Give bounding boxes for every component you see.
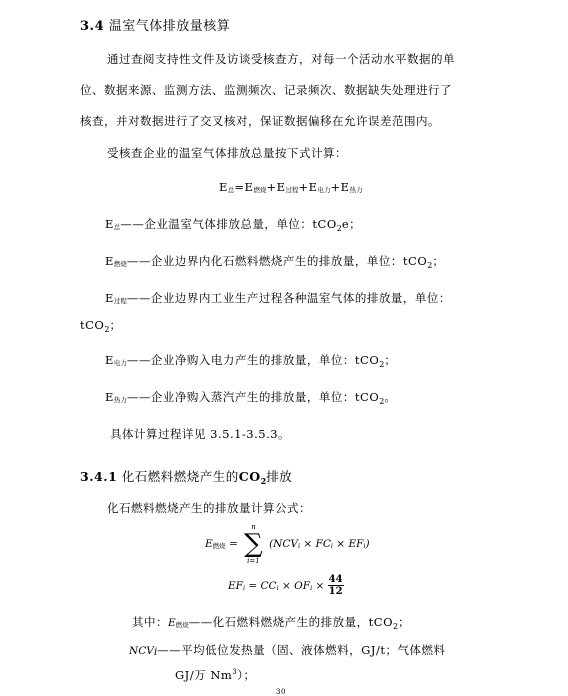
definition-tail: ； [109, 318, 122, 332]
definition-text: ——企业温室气体排放总量，单位：tCO [120, 217, 337, 231]
ncv-definition [129, 642, 445, 658]
formula-term: =E [234, 180, 254, 194]
formula-lhs: EF [228, 579, 243, 592]
co2-subscript: 2 [379, 397, 385, 406]
definition-text: ——企业净购入电力产生的排放量，单位：tCO [126, 353, 380, 367]
definition-subscript: 过程 [113, 297, 127, 305]
definition-symbol: E [105, 291, 114, 305]
subsection-number: 3.4.1 [80, 469, 118, 484]
subsection-heading [80, 467, 292, 486]
definition-text: ——企业边界内工业生产过程各种温室气体的排放量，单位： [126, 291, 451, 305]
definition-heat [105, 389, 396, 406]
formula-term: × FC [300, 538, 331, 550]
summation-symbol: n ∑ i=1 [244, 523, 263, 565]
formula-term: +E [330, 180, 350, 194]
formula-intro: 受核查企业的温室气体排放总量按下式计算： [107, 146, 347, 160]
sum-lower-limit: i=1 [247, 557, 260, 565]
fuel-emission-formula [205, 522, 370, 566]
co2-subscript: 2 [393, 622, 399, 631]
formula-term: (NCV [269, 538, 298, 550]
where-text: ——化石燃料燃烧产生的排放量，tCO [188, 615, 394, 629]
where-clause [132, 614, 410, 631]
fraction-denominator: 12 [328, 586, 343, 597]
definition-symbol: E [105, 390, 114, 404]
formula-subscript: 过程 [285, 186, 299, 194]
definition-subscript: 燃烧 [113, 260, 127, 268]
formula-term: × EF [332, 538, 364, 550]
formula-equals: = [229, 538, 238, 550]
formula-term: ) [365, 538, 370, 550]
fraction-numerator: 44 [328, 574, 343, 585]
where-symbol: E [168, 617, 176, 629]
section-title: 温室气体排放量核算 [108, 19, 231, 34]
definition-subscript: 热力 [113, 396, 127, 404]
co2-subscript: 2 [379, 360, 385, 369]
ncv-text: ——平均低位发热量（固、液体燃料，GJ/t；气体燃料 [157, 643, 446, 657]
ncv-definition-cont [175, 667, 256, 683]
page-number: 30 [276, 688, 286, 696]
definition-power [105, 352, 396, 369]
ncv-tail: ）； [237, 668, 256, 682]
definition-tail: e； [341, 217, 362, 231]
formula-term: × OF [278, 579, 311, 592]
formula-lhs-subscript: 燃烧 [212, 542, 226, 550]
definition-process [105, 290, 451, 306]
section-number: 3.4 [80, 19, 105, 34]
ncv-symbol: NCV [129, 645, 154, 657]
formula-index: i [310, 583, 313, 592]
total-emission-formula [219, 180, 363, 194]
fraction-44-12 [328, 574, 344, 597]
where-tail: ； [398, 615, 411, 629]
definition-symbol: E [105, 217, 114, 231]
calc-intro: 化石燃料燃烧产生的排放量计算公式： [107, 501, 311, 515]
formula-term: = CC [245, 579, 277, 592]
definition-tail: 。 [384, 390, 397, 404]
formula-index: i [330, 542, 333, 550]
intro-line-2: 位、数据来源、监测方法、监测频次、记录频次、数据缺失处理进行了 [80, 83, 452, 97]
formula-index: i [276, 583, 279, 592]
ncv-unit: GJ/万 Nm [175, 668, 233, 682]
co2-subscript: 2 [427, 261, 433, 270]
formula-index: i [297, 542, 301, 550]
definition-text: tCO [80, 318, 105, 332]
intro-line-1: 通过查阅支持性文件及访谈受核查方，对每一个活动水平数据的单 [107, 52, 455, 66]
definition-text: ——企业净购入蒸汽产生的排放量，单位：tCO [126, 390, 380, 404]
ncv-unit-superscript: 3 [232, 668, 238, 676]
definition-total [105, 216, 361, 233]
subsection-co2: CO [238, 469, 261, 484]
definition-text: ——企业边界内化石燃料燃烧产生的排放量，单位：tCO [126, 254, 428, 268]
formula-index: i [242, 583, 246, 592]
definition-symbol: E [105, 254, 114, 268]
details-reference: 具体计算过程详见 3.5.1-3.5.3。 [110, 427, 291, 441]
ncv-index: i [153, 646, 158, 658]
subsection-title: 化石燃料燃烧产生的 [121, 469, 239, 484]
formula-subscript: 总 [227, 186, 235, 194]
formula-subscript: 热力 [349, 186, 363, 194]
formula-term: × [312, 579, 325, 592]
formula-subscript: 燃烧 [253, 186, 267, 194]
formula-term: +E [298, 180, 318, 194]
where-label: 其中： [132, 615, 168, 629]
co2-subscript: 2 [336, 224, 342, 233]
formula-lhs: E [205, 538, 213, 550]
formula-index: i [363, 542, 366, 550]
sum-upper-limit: n [251, 523, 256, 531]
where-subscript: 燃烧 [175, 621, 189, 629]
definition-tail: ； [432, 254, 445, 268]
intro-line-3: 核查，并对数据进行了交叉核对，保证数据偏移在允许误差范围内。 [80, 114, 440, 128]
formula-symbol: E [219, 180, 228, 194]
co2-subscript: 2 [104, 325, 110, 334]
definition-tail: ； [384, 353, 397, 367]
definition-symbol: E [105, 353, 114, 367]
subsection-co2-subscript: 2 [260, 476, 267, 486]
formula-term: +E [266, 180, 286, 194]
definition-process-cont [80, 317, 121, 334]
formula-subscript: 电力 [317, 186, 331, 194]
definition-subscript: 总 [113, 223, 121, 231]
subsection-title-end: 排放 [266, 469, 293, 484]
definition-subscript: 电力 [113, 359, 127, 367]
emission-factor-formula [228, 574, 344, 597]
section-heading [80, 15, 230, 34]
definition-burn [105, 253, 444, 270]
